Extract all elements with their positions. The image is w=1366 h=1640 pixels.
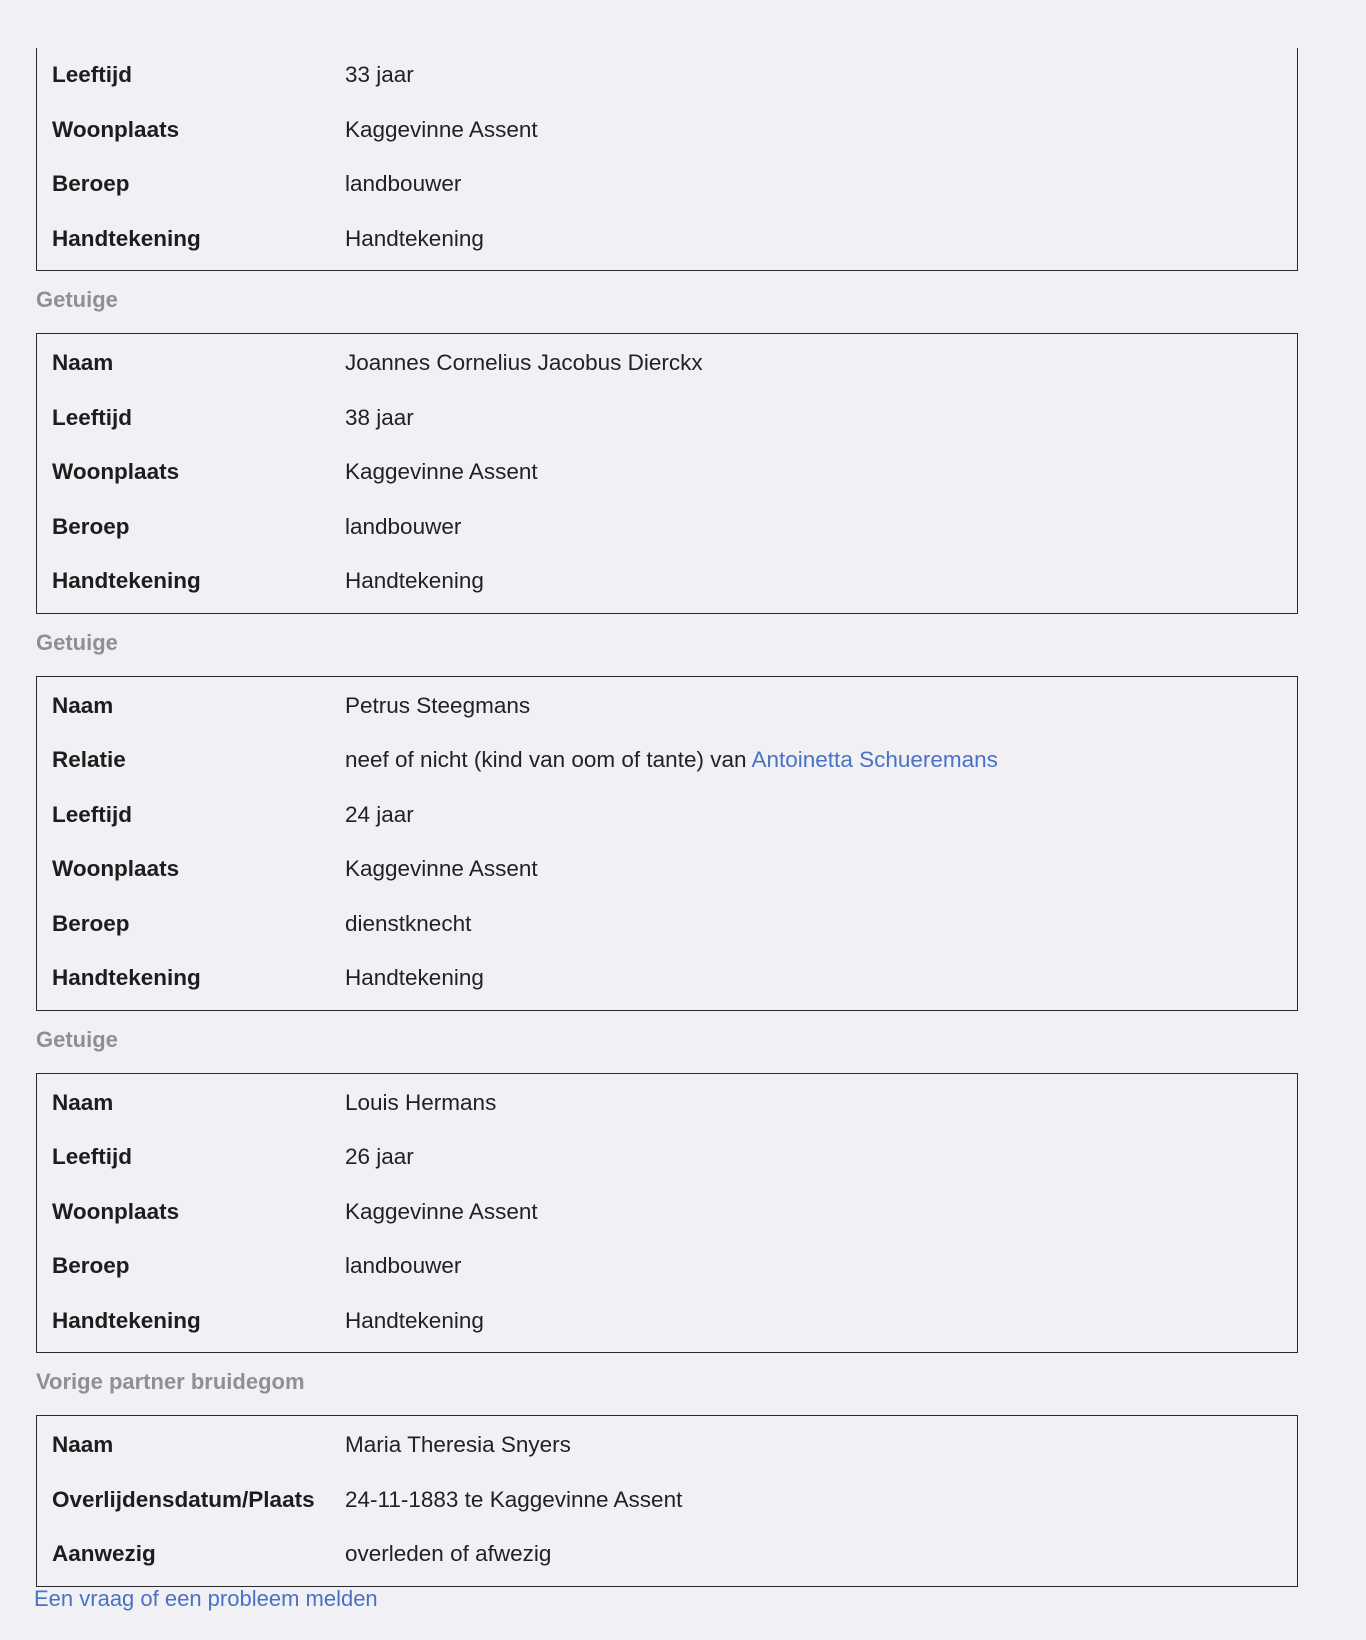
section-title-getuige: Getuige <box>36 287 118 312</box>
detail-value: 38 jaar <box>345 404 414 430</box>
detail-value: landbouwer <box>345 1253 462 1279</box>
detail-label: Beroep <box>52 1253 130 1279</box>
detail-label: Naam <box>52 350 114 376</box>
detail-value: 33 jaar <box>345 62 414 88</box>
detail-label: Beroep <box>52 513 130 539</box>
section-title-getuige: Getuige <box>36 1026 118 1052</box>
witness-details-box <box>36 333 1298 614</box>
details-table <box>37 48 1297 266</box>
detail-row <box>37 1185 1297 1240</box>
detail-row <box>37 897 1297 952</box>
detail-row <box>37 788 1297 843</box>
detail-label: Woonplaats <box>52 1198 180 1224</box>
relation-text: neef of nicht (kind van oom of tante) van <box>345 747 752 773</box>
detail-row <box>37 842 1297 897</box>
detail-value: Handtekening <box>345 1307 484 1333</box>
details-table <box>37 679 1297 1006</box>
detail-row <box>37 733 1297 788</box>
detail-label: Woonplaats <box>52 459 180 485</box>
previous-partner-details-box <box>36 1415 1298 1587</box>
detail-label: Handtekening <box>52 225 201 251</box>
detail-row <box>37 1418 1297 1473</box>
detail-row <box>37 951 1297 1006</box>
detail-value: Louis Hermans <box>345 1089 497 1115</box>
detail-value: Handtekening <box>345 225 484 251</box>
detail-label: Beroep <box>52 171 130 197</box>
witness-details-box <box>36 1073 1298 1354</box>
witness-details-box <box>36 676 1298 1011</box>
detail-value <box>345 733 1297 788</box>
detail-value: 26 jaar <box>345 1144 414 1170</box>
detail-value: Kaggevinne Assent <box>345 856 538 882</box>
detail-value: Petrus Steegmans <box>345 692 531 718</box>
detail-row <box>37 336 1297 391</box>
detail-row <box>37 554 1297 609</box>
detail-value: Maria Theresia Snyers <box>345 1432 571 1458</box>
detail-label: Aanwezig <box>52 1541 156 1567</box>
detail-row <box>37 1239 1297 1294</box>
detail-value: 24 jaar <box>345 801 414 827</box>
detail-row <box>37 1130 1297 1185</box>
detail-label: Naam <box>52 1432 114 1458</box>
detail-label: Naam <box>52 1089 114 1115</box>
detail-value: Handtekening <box>345 965 484 991</box>
detail-value: landbouwer <box>345 171 462 197</box>
detail-label: Handtekening <box>52 568 201 594</box>
detail-value: dienstknecht <box>345 910 472 936</box>
detail-value: 24-11-1883 te Kaggevinne Assent <box>345 1486 683 1512</box>
detail-value: Joannes Cornelius Jacobus Dierckx <box>345 350 703 376</box>
detail-row <box>37 1294 1297 1349</box>
detail-value: Handtekening <box>345 568 484 594</box>
detail-row <box>37 679 1297 734</box>
detail-value: Kaggevinne Assent <box>345 459 538 485</box>
detail-row <box>37 500 1297 555</box>
detail-row <box>37 445 1297 500</box>
details-table <box>37 1076 1297 1349</box>
detail-value: landbouwer <box>345 513 462 539</box>
detail-row <box>37 157 1297 212</box>
detail-row <box>37 212 1297 267</box>
detail-row <box>37 48 1297 103</box>
person-details-box <box>36 48 1298 271</box>
details-table <box>37 336 1297 609</box>
relation-person-link[interactable]: Antoinetta Schueremans <box>751 747 998 773</box>
detail-value: Kaggevinne Assent <box>345 116 538 142</box>
detail-label: Overlijdensdatum/Plaats <box>52 1486 315 1512</box>
detail-row <box>37 1473 1297 1528</box>
section-title-getuige: Getuige <box>36 629 118 655</box>
detail-label: Leeftijd <box>52 62 133 88</box>
detail-row <box>37 391 1297 446</box>
detail-label: Handtekening <box>52 965 201 991</box>
detail-row <box>37 1527 1297 1582</box>
detail-value: overleden of afwezig <box>345 1541 552 1567</box>
section-title-previous-partner: Vorige partner bruidegom <box>36 1369 305 1394</box>
detail-label: Relatie <box>52 747 126 773</box>
detail-row <box>37 103 1297 158</box>
record-page <box>36 48 1298 1587</box>
detail-label: Leeftijd <box>52 404 133 430</box>
detail-label: Naam <box>52 692 114 718</box>
detail-value: Kaggevinne Assent <box>345 1198 538 1224</box>
detail-label: Woonplaats <box>52 856 180 882</box>
detail-label: Woonplaats <box>52 116 180 142</box>
detail-label: Leeftijd <box>52 801 133 827</box>
detail-label: Beroep <box>52 910 130 936</box>
detail-label: Handtekening <box>52 1307 201 1333</box>
detail-row <box>37 1076 1297 1131</box>
details-table <box>37 1418 1297 1582</box>
report-problem-link[interactable]: Een vraag of een probleem melden <box>34 1586 378 1611</box>
detail-label: Leeftijd <box>52 1144 133 1170</box>
